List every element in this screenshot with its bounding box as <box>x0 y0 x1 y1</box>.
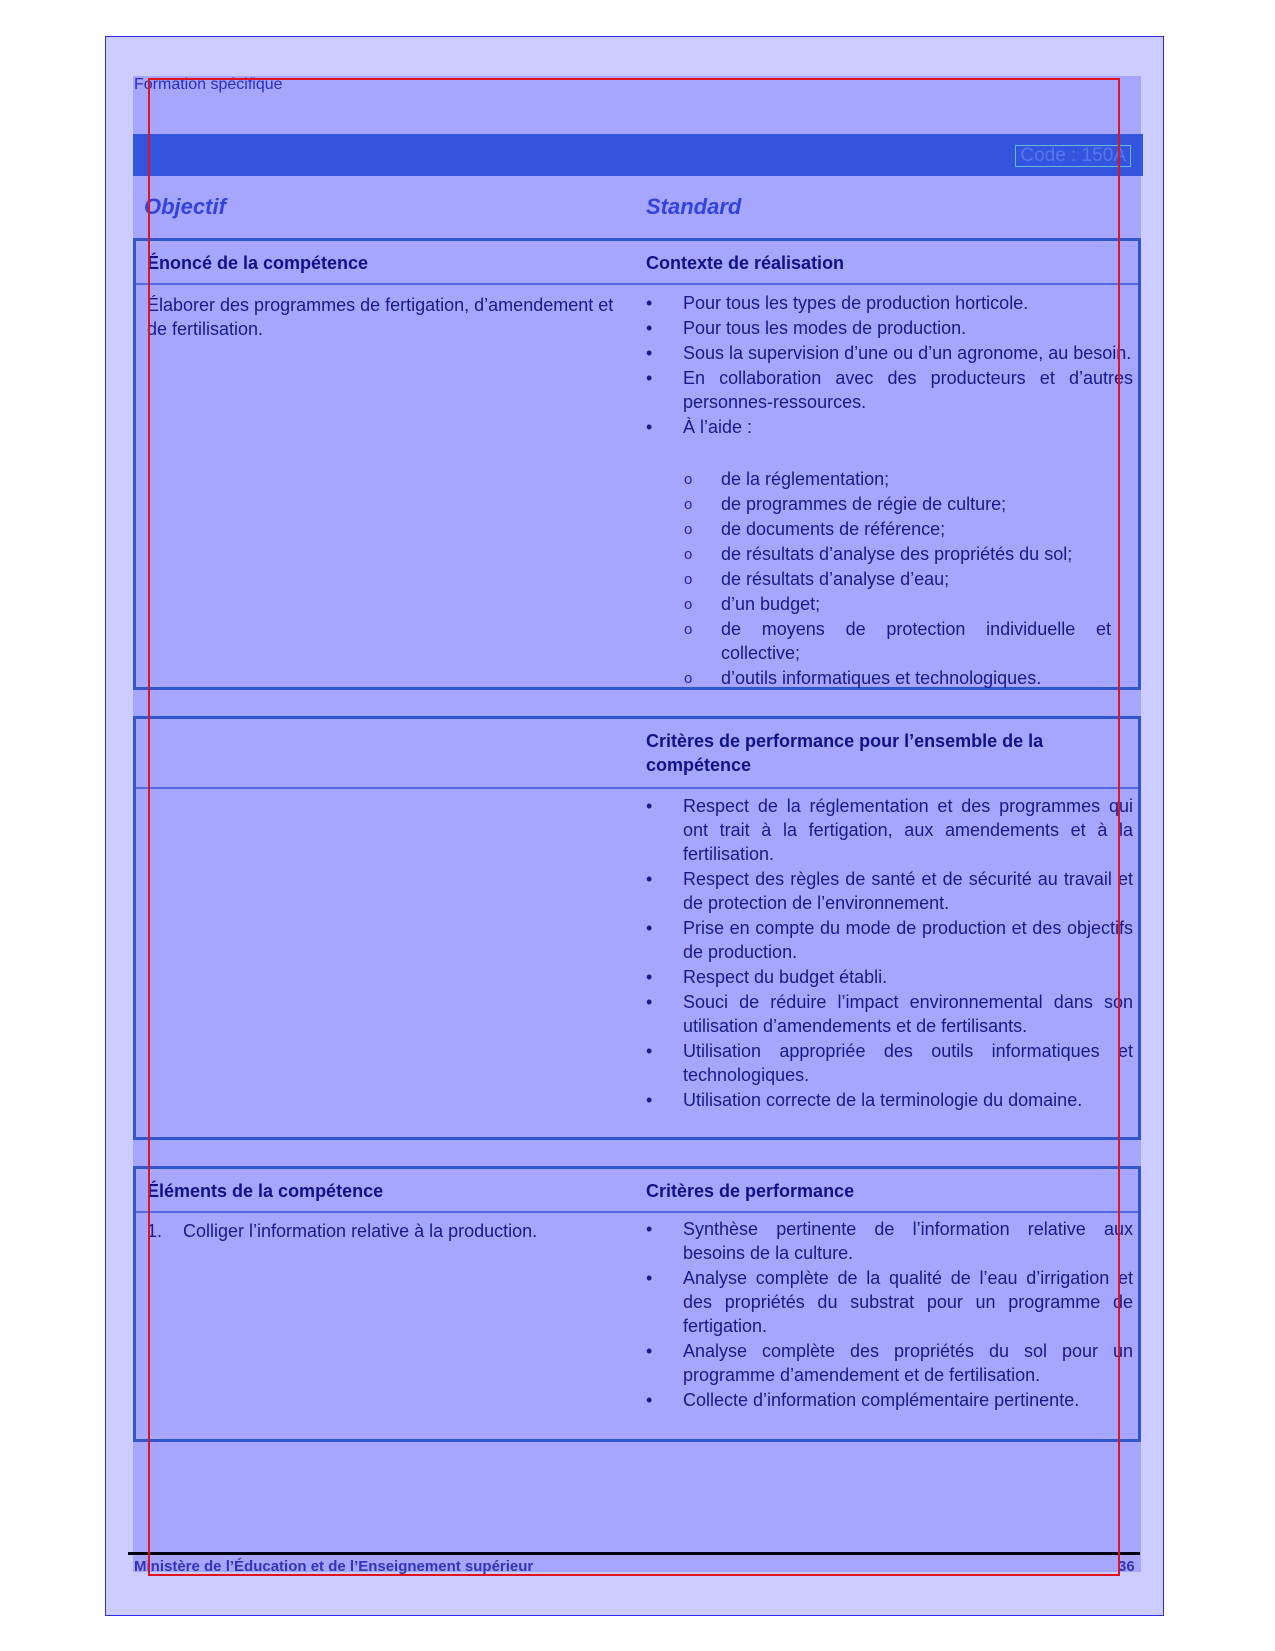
bullet-icon: • <box>646 869 653 889</box>
list-item: • Pour tous les modes de production. <box>646 318 967 338</box>
list-item: • Respect de la réglementation et des programmes qui ont trait à la fertigation, aux amendements et à la fertilisation. <box>646 796 1133 864</box>
bullet-icon: • <box>646 918 653 938</box>
bullet-icon: • <box>646 343 653 363</box>
criteres-list <box>646 1217 1133 1413</box>
competency-code: Code : 150A <box>1015 145 1131 167</box>
bullet-icon: • <box>646 1268 653 1288</box>
criteres-ensemble-list <box>646 794 1133 1113</box>
enonce-title: Énoncé de la compétence <box>147 253 369 273</box>
bullet-icon: • <box>646 1341 653 1361</box>
list-item: • Prise en compte du mode de production et des objectifs de production. <box>646 918 1133 962</box>
objectif-heading: Objectif <box>144 194 226 219</box>
sub-list-item: o de résultats d’analyse d’eau; <box>721 567 1111 591</box>
sub-list-item: o de documents de référence; <box>721 517 1111 541</box>
elements-title: Éléments de la compétence <box>147 1181 384 1201</box>
sub-bullet-icon: o <box>684 471 693 488</box>
sub-bullet-icon: o <box>684 621 693 638</box>
element-number: 1. <box>147 1221 163 1241</box>
bullet-icon: • <box>646 1090 653 1110</box>
sub-bullet-icon: o <box>684 571 693 588</box>
bullet-icon: • <box>646 992 653 1012</box>
list-item: • Respect des règles de santé et de sécurité au travail et de protection de l’environnement. <box>646 869 1133 913</box>
bullet-icon: • <box>646 1041 653 1061</box>
list-item: • Sous la supervision d’une ou d’un agronome, au besoin. <box>646 343 1132 363</box>
footer-ministry: Ministère de l’Éducation et de l’Enseignement supérieur <box>134 1558 534 1575</box>
sub-list-item: o de programmes de régie de culture; <box>721 492 1111 516</box>
list-item: • Synthèse pertinente de l’information relative aux besoins de la culture. <box>646 1219 1133 1263</box>
list-item: • En collaboration avec des producteurs et d’autres personnes-ressources. <box>646 368 1133 412</box>
code-bar <box>133 134 1143 176</box>
sub-list-item: o de moyens de protection individuelle et collective; <box>684 619 1111 663</box>
list-item: • Analyse complète des propriétés du sol pour un programme d’amendement et de fertilisation. <box>646 1341 1133 1385</box>
section-label: Formation spécifique <box>134 76 283 93</box>
competence-box <box>133 238 1141 690</box>
list-item: • Respect du budget établi. <box>646 967 888 987</box>
sub-list-item: o d’outils informatiques et technologiques. <box>721 666 1111 690</box>
sub-bullet-icon: o <box>684 546 693 563</box>
bullet-icon: • <box>646 1219 653 1239</box>
contexte-title: Contexte de réalisation <box>646 253 845 273</box>
element-text: Colliger l’information relative à la production. <box>183 1221 538 1241</box>
list-item: • Souci de réduire l’impact environnemental dans son utilisation d’amendements et de fertilisants. <box>646 992 1133 1036</box>
sub-list-item: o d’un budget; <box>721 592 1111 616</box>
standard-heading: Standard <box>646 194 742 219</box>
sub-bullet-icon: o <box>684 670 693 687</box>
footer-page-number: 36 <box>1118 1558 1135 1575</box>
list-item: • Collecte d’information complémentaire pertinente. <box>646 1390 1080 1410</box>
elements-box <box>133 1166 1141 1442</box>
list-item: • Pour tous les types de production horticole. <box>646 293 1029 313</box>
sub-bullet-icon: o <box>684 521 693 538</box>
list-item: • Utilisation correcte de la terminologie du domaine. <box>646 1090 1083 1110</box>
enonce-text: Élaborer des programmes de fertigation, d’amendement et de fertilisation. <box>147 295 614 339</box>
criteres-title: Critères de performance <box>646 1181 855 1201</box>
bullet-icon: • <box>646 318 653 338</box>
footer-divider <box>128 1552 1140 1555</box>
sub-list-item: o de la réglementation; <box>721 467 1111 491</box>
contexte-list <box>646 291 1133 440</box>
bullet-icon: • <box>646 293 653 313</box>
criteres-ensemble-title: Critères de performance pour l’ensemble de la compétence <box>646 731 1044 775</box>
list-item: • À l’aide : <box>646 417 753 437</box>
bullet-icon: • <box>646 368 653 388</box>
list-item: • Utilisation appropriée des outils informatiques et technologiques. <box>646 1041 1133 1085</box>
sub-list-item: o de résultats d’analyse des propriétés du sol; <box>721 542 1111 566</box>
bullet-icon: • <box>646 967 653 987</box>
bullet-icon: • <box>646 796 653 816</box>
criteres-ensemble-box <box>133 716 1141 1140</box>
list-item: • Analyse complète de la qualité de l’eau d’irrigation et des propriétés du substrat pour un programme de fertigation. <box>646 1268 1133 1336</box>
bullet-icon: • <box>646 1390 653 1410</box>
contexte-sub-list <box>684 467 1111 691</box>
sub-bullet-icon: o <box>684 596 693 613</box>
bullet-icon: • <box>646 417 653 437</box>
sub-bullet-icon: o <box>684 496 693 513</box>
